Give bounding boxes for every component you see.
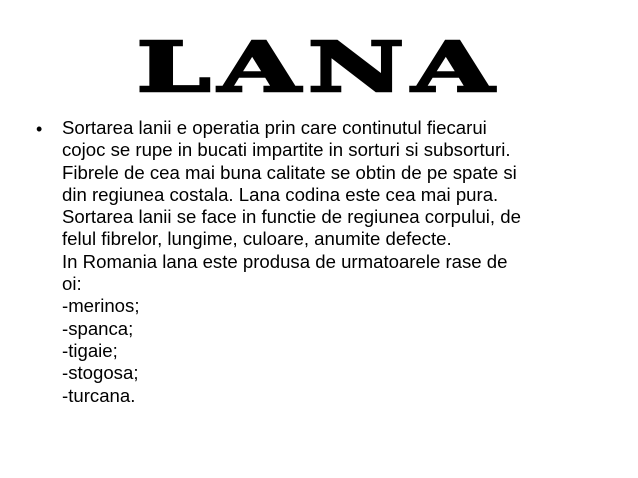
bullet-icon: • [36, 119, 43, 139]
list-item-tigaie: -tigaie; [62, 339, 118, 361]
text-line: felul fibrelor, lungime, culoare, anumite defecte. [62, 228, 452, 250]
text-line: oi: [62, 273, 82, 295]
list-item-turcana: -turcana. [62, 384, 136, 406]
list-item-merinos: -merinos; [62, 295, 140, 317]
text-line: In Romania lana este produsa de urmatoarele rase de [62, 250, 508, 272]
text-line: din regiunea costala. Lana codina este cea mai pura. [62, 183, 499, 205]
text-line: cojoc se rupe in bucati impartite in sorturi si subsorturi. [62, 139, 511, 161]
text-line: Sortarea lanii se face in functie de regiunea corpului, de [62, 206, 521, 228]
bullet-text [62, 117, 596, 407]
list-item-spanca: -spanca; [62, 317, 134, 339]
list-item-stogosa: -stogosa; [62, 362, 139, 384]
text-line: Sortarea lanii e operatia prin care continutul fiecarui [62, 117, 487, 138]
slide-title: LANA [136, 28, 502, 108]
text-line: Fibrele de cea mai buna calitate se obtin de pe spate si [62, 161, 517, 183]
